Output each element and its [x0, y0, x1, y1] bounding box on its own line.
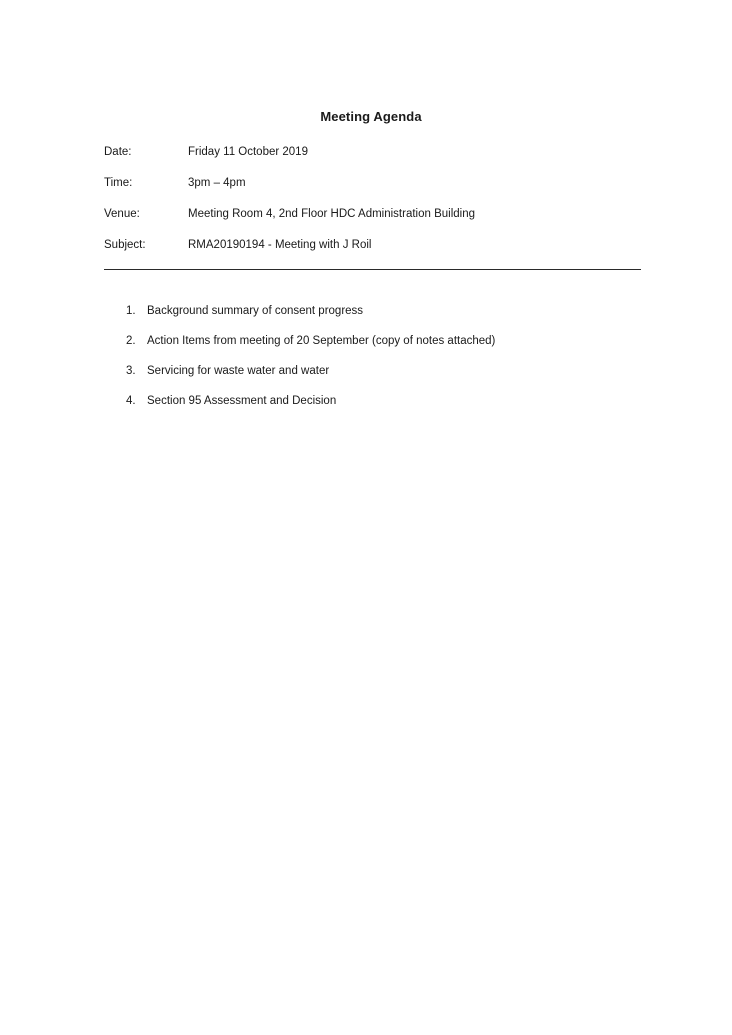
page-title: Meeting Agenda [320, 109, 422, 124]
detail-label: Time: [104, 177, 133, 189]
list-item-number: 4. [126, 395, 136, 407]
detail-label: Venue: [104, 208, 140, 220]
list-item-number: 3. [126, 365, 136, 377]
detail-label: Subject: [104, 239, 146, 251]
list-item-number: 1. [126, 305, 136, 317]
list-item-text: Background summary of consent progress [147, 305, 364, 317]
detail-value: RMA20190194 - Meeting with J Roil [188, 239, 372, 251]
detail-value: 3pm – 4pm [188, 177, 246, 189]
divider-line [104, 269, 641, 270]
detail-label: Date: [104, 146, 132, 158]
list-item-text: Section 95 Assessment and Decision [147, 395, 337, 407]
list-item-number: 2. [126, 335, 136, 347]
detail-value: Friday 11 October 2019 [188, 146, 308, 158]
list-item-text: Action Items from meeting of 20 September (copy of notes attached) [147, 335, 496, 347]
detail-value: Meeting Room 4, 2nd Floor HDC Administration Building [188, 208, 475, 220]
list-item-text: Servicing for waste water and water [147, 365, 330, 377]
